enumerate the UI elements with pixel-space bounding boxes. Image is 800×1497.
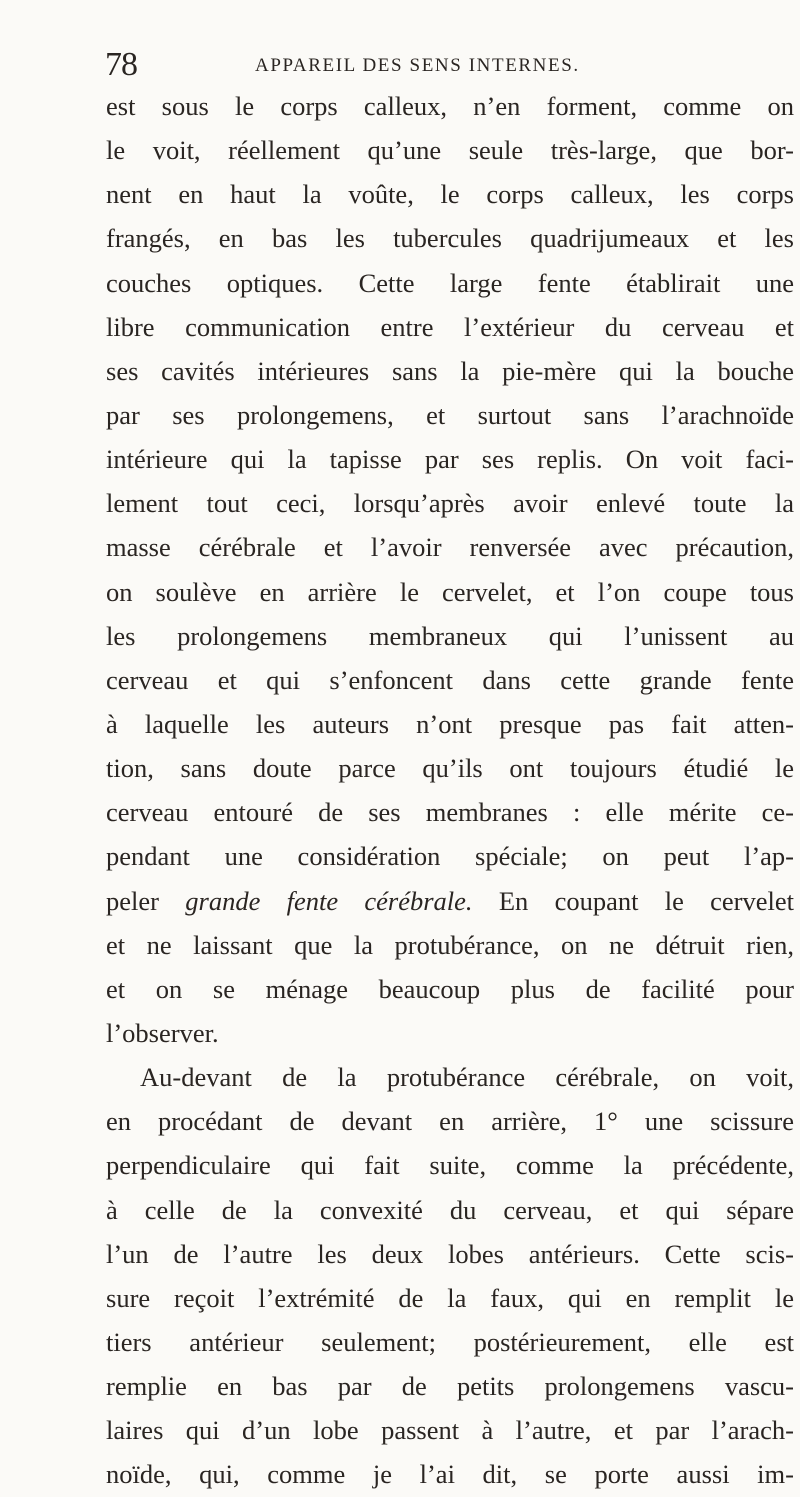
- text-line: ses cavités intérieures sans la pie-mère qui la bouche: [106, 355, 794, 386]
- text-line: remplie en bas par de petits prolongemens vascu-: [106, 1371, 794, 1402]
- text-line: pendant une considération spéciale; on peut l’ap-: [106, 841, 794, 872]
- page-number: 78: [105, 46, 137, 83]
- text-line: à celle de la convexité du cerveau, et qui sépare: [106, 1194, 794, 1225]
- text-line: intérieure qui la tapisse par ses replis. On voit faci-: [106, 444, 794, 475]
- text-line: perpendiculaire qui fait suite, comme la précédente,: [106, 1150, 794, 1181]
- text-run: peler: [106, 885, 186, 916]
- running-title: APPAREIL DES SENS INTERNES.: [255, 55, 580, 76]
- text-line: en procédant de devant en arrière, 1° une scissure: [106, 1106, 794, 1137]
- paragraph-end-line: l’observer.: [106, 1017, 219, 1048]
- running-head: [105, 45, 665, 85]
- text-line: frangés, en bas les tubercules quadrijumeaux et les: [106, 223, 794, 254]
- text-line: couches optiques. Cette large fente établirait une: [106, 267, 794, 298]
- text-line: nent en haut la voûte, le corps calleux, les corps: [106, 179, 794, 210]
- text-line: on soulève en arrière le cervelet, et l’on coupe tous: [106, 576, 794, 607]
- paragraph-start-line: Au-devant de la protubérance cérébrale, on voit,: [140, 1062, 794, 1093]
- text-line: tiers antérieur seulement; postérieurement, elle est: [106, 1326, 794, 1357]
- text-line-with-italic: [106, 879, 794, 923]
- text-line: masse cérébrale et l’avoir renversée avec précaution,: [106, 532, 794, 563]
- italic-term: grande fente cérébrale.: [185, 885, 473, 916]
- text-line: les prolongemens membraneux qui l’unissent au: [106, 620, 794, 651]
- text-line: l’un de l’autre les deux lobes antérieurs. Cette scis-: [106, 1238, 794, 1269]
- text-line: tion, sans doute parce qu’ils ont toujours étudié le: [106, 753, 794, 784]
- text-run: En coupant le cervelet: [472, 885, 794, 916]
- text-line: laires qui d’un lobe passent à l’autre, et par l’arach-: [106, 1415, 794, 1446]
- text-line: et ne laissant que la protubérance, on ne détruit rien,: [106, 929, 794, 960]
- text-line: cerveau et qui s’enfoncent dans cette grande fente: [106, 664, 794, 695]
- text-line: par ses prolongemens, et surtout sans l’arachnoïde: [106, 399, 794, 430]
- text-line: libre communication entre l’extérieur du cerveau et: [106, 311, 794, 342]
- text-line: est sous le corps calleux, n’en forment, comme on: [106, 91, 794, 121]
- text-line: lement tout ceci, lorsqu’après avoir enlevé toute la: [106, 488, 794, 519]
- text-line: à laquelle les auteurs n’ont presque pas fait atten-: [106, 708, 794, 739]
- text-line: sure reçoit l’extrémité de la faux, qui en remplit le: [106, 1282, 794, 1313]
- text-line: et on se ménage beaucoup plus de facilité pour: [106, 973, 794, 1004]
- text-line: le voit, réellement qu’une seule très-large, que bor-: [106, 135, 794, 166]
- body-text: [106, 84, 794, 1497]
- text-line: cerveau entouré de ses membranes : elle mérite ce-: [106, 797, 794, 828]
- text-line: noïde, qui, comme je l’ai dit, se porte aussi im-: [106, 1459, 794, 1490]
